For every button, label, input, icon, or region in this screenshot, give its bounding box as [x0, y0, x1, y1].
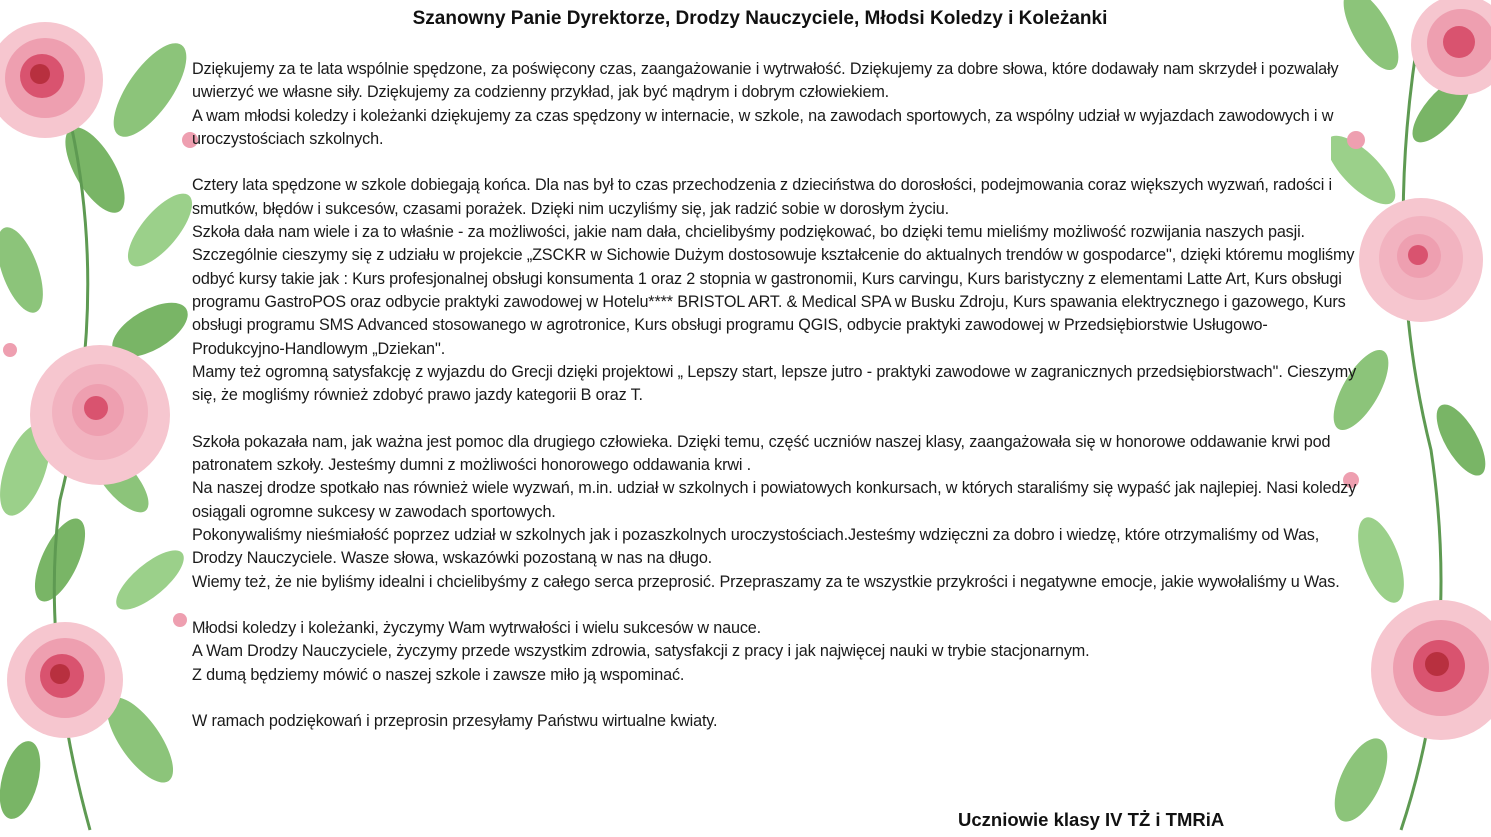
rose-icon: [1359, 198, 1483, 322]
letter-paragraph: Wiemy też, że nie byliśmy idealni i chcielibyśmy z całego serca przeprosić. Przepraszamy za te wszystkie przykrości i negatywne emocje, jakie wywołaliśmy u Was.: [192, 572, 1340, 591]
signature: Uczniowie klasy IV TŻ i TMRiA: [958, 809, 1225, 830]
left-floral-border: [0, 0, 200, 837]
letter-paragraph: Na naszej drodze spotkało nas również wiele wyzwań, m.in. udział w szkolnych i powiatowych konkursach, w których staraliśmy się wypaść jak najlepiej. Nasi koledzy osiągali ogromne sukcesy w zawodach sportowych.: [192, 479, 1357, 521]
letter-paragraph: W ramach podziękowań i przeprosin przesyłamy Państwu wirtualne kwiaty.: [192, 712, 718, 731]
letter-title: Szanowny Panie Dyrektorze, Drodzy Nauczyciele, Młodsi Koledzy i Koleżanki: [412, 8, 1108, 29]
letter-paragraph: Szkoła dała nam wiele i za to właśnie - za możliwości, jakie nam dała, chcielibyśmy podziękować, bo dzięki temu mieliśmy możliwość rozwijania naszych pasji. Szczególnie cieszymy się z udziału w projekcie „ZSCKR w Sichowie Dużym dostosowuje kształcenie do aktualnych trendów w gospodarce'', dzięki któremu mogliśmy odbyć kursy takie jak : Kurs profesjonalnej obsługi konsumenta 1 oraz 2 stopnia w gastronomii, Kurs carvingu, Kurs baristyczny z elementami Latte Art, Kurs obsługi programu GastroPOS oraz odbycie praktyki zawodowej w Hotelu**** BRISTOL ART. & Medical SPA w Busku Zdroju, Kurs spawania elektrycznego i gazowego, Kurs obsługi programu SMS Advanced stosowanego w agrotronice, Kurs obsługi programu QGIS, odbycie praktyki zawodowej w Przedsiębiorstwie Usługowo-Produkcyjno-Handlowym „Dziekan''.: [192, 223, 1355, 358]
letter-paragraph: Szkoła pokazała nam, jak ważna jest pomoc dla drugiego człowieka. Dzięki temu, część uczniów naszej klasy, zaangażowała się w honorowe oddawanie krwi pod patronatem szkoły. Jesteśmy dumni z możliwości honorowego oddawania krwi .: [192, 432, 1331, 475]
letter-paragraph: A wam młodsi koledzy i koleżanki dziękujemy za czas spędzony w internacie, w szkole, na zawodach sportowych, za wspólny udział w wyjazdach zawodowych i w uroczystościach szkolnych.: [192, 106, 1334, 148]
letter-body: [192, 58, 1357, 734]
rose-icon: [0, 22, 103, 138]
letter-paragraph: A Wam Drodzy Nauczyciele, życzymy przede wszystkim zdrowia, satysfakcji z pracy i jak najwięcej nauki w trybie stacjonarnym.: [192, 642, 1090, 661]
rose-icon: [7, 622, 123, 738]
letter-paragraph: Dziękujemy za te lata wspólnie spędzone, za poświęcony czas, zaangażowanie i wytrwałość. Dziękujemy za dobre słowa, które dodawały nam skrzydeł i pozwalały uwierzyć we własne siły. Dziękujemy za codzienny przykład, jak być mądrym i dobrym człowiekiem.: [192, 60, 1339, 102]
letter-paragraph: Pokonywaliśmy nieśmiałość poprzez udział w szkolnych jak i pozaszkolnych uroczystościach.Jesteśmy wdzięczni za dobro i wiedzę, które otrzymaliśmy od Was, Drodzy Nauczyciele. Wasze słowa, wskazówki pozostaną w nas na długo.: [192, 525, 1320, 568]
letter-paragraph: Z dumą będziemy mówić o naszej szkole i zawsze miło ją wspominać.: [192, 665, 685, 684]
letter-paragraph: Młodsi koledzy i koleżanki, życzymy Wam wytrwałości i wielu sukcesów w nauce.: [192, 619, 761, 638]
letter-paragraph: Mamy też ogromną satysfakcję z wyjazdu do Grecji dzięki projektowi „ Lepszy start, lepsze jutro - praktyki zawodowe w zagranicznych przedsiębiorstwach''. Cieszymy się, że mogliśmy również zdobyć prawo jazdy kategorii B oraz T.: [192, 362, 1357, 405]
letter-paragraph: Cztery lata spędzone w szkole dobiegają końca. Dla nas był to czas przechodzenia z dzieciństwa do dorosłości, podejmowania coraz większych wyzwań, radości i smutków, błędów i sukcesów, czasami porażek. Dzięki nim uczyliśmy się, jak radzić sobie w dorosłym życiu.: [192, 176, 1332, 218]
paragraph-gap: [192, 687, 1357, 710]
paragraph-gap: [192, 151, 1357, 174]
rose-icon: [30, 345, 170, 485]
rose-icon: [1371, 600, 1491, 740]
paragraph-gap: [192, 594, 1357, 617]
paragraph-gap: [192, 407, 1357, 430]
